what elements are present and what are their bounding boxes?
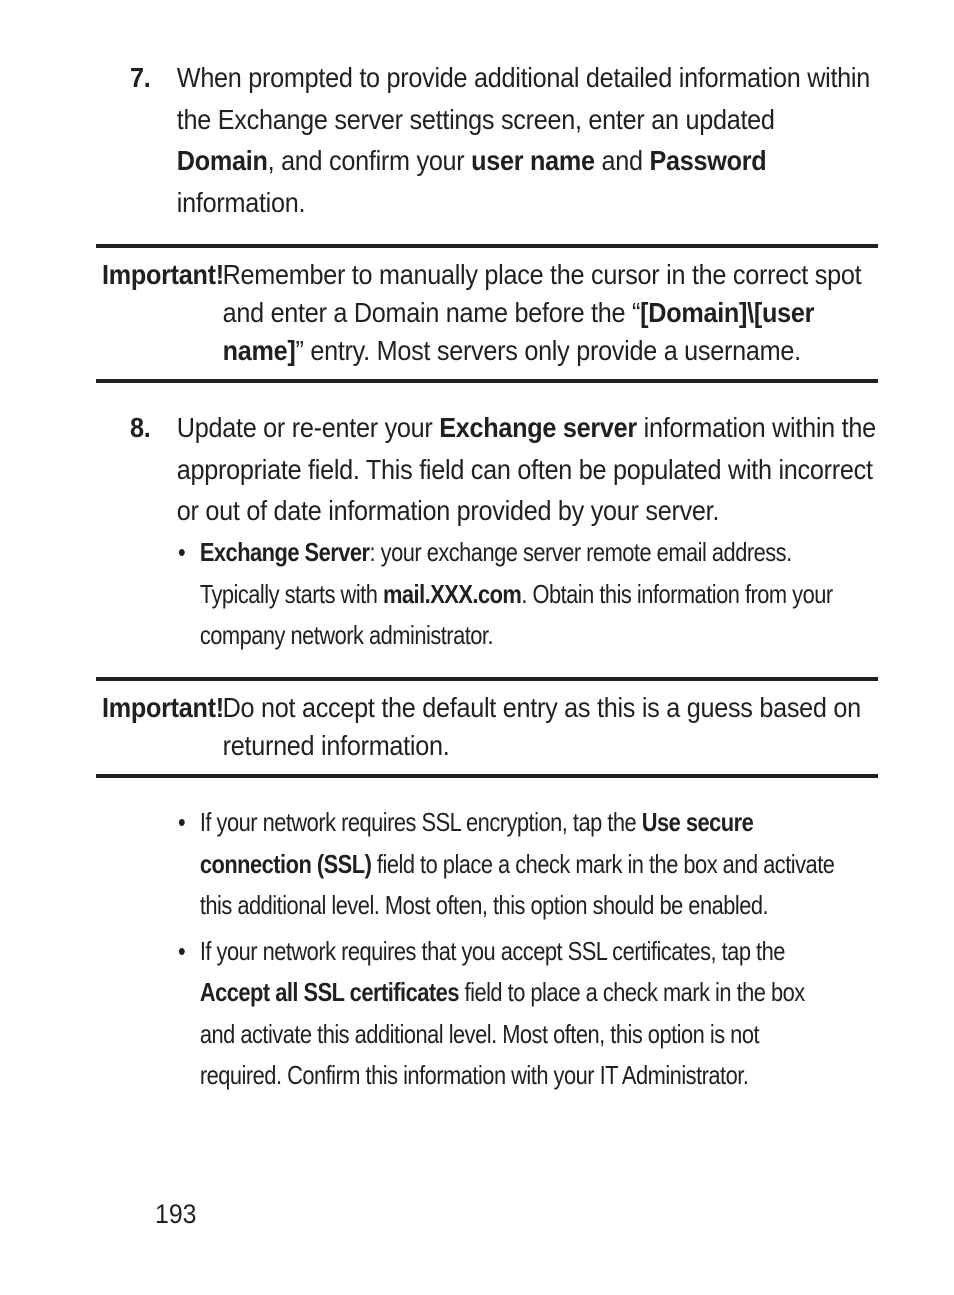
step-text	[177, 407, 879, 532]
step-8	[130, 407, 876, 532]
text-run: When prompted to provide additional detailed information within the Exchange server settings screen, enter an updated	[176, 62, 871, 135]
bullet-list-1	[178, 532, 842, 661]
list-item	[178, 532, 842, 657]
bullet-list-2	[178, 802, 842, 1101]
text-run: field to place a check mark in the box and activate this additional level. Most often, this option should be enabled.	[199, 848, 835, 920]
important-label: Important!	[102, 259, 224, 290]
bullet-dot: •	[178, 807, 186, 837]
bold-term-user-name: user name	[471, 145, 595, 176]
list-item	[178, 931, 842, 1097]
important-note-2	[102, 689, 876, 765]
important-text: Do not accept the default entry as this is a guess based on returned information.	[222, 692, 861, 761]
bold-term-mail-address: mail.XXX.com	[382, 578, 522, 609]
page-number: 193	[155, 1199, 197, 1229]
bold-term-password: Password	[649, 145, 767, 176]
text-run: If your network requires SSL encryption, tap the	[199, 807, 642, 837]
text-run: and	[594, 145, 650, 176]
important-label: Important!	[102, 692, 224, 723]
bold-term-exchange-server: Exchange server	[439, 412, 637, 443]
divider-rule	[96, 774, 878, 778]
text-run: information.	[176, 186, 306, 218]
bold-term-exchange-server: Exchange Server	[199, 537, 370, 567]
text-run: information within the appropriate field. This field can often be populated with incorrect or out of date information provided by your server.	[176, 412, 876, 526]
text-run: field to place a check mark in the box and activate this additional level. Most often, this option is not required. Confirm this information with your IT Administrator.	[199, 977, 805, 1090]
bullet-dot: •	[178, 935, 186, 966]
important-text	[223, 256, 876, 370]
bold-term-domain-user: [Domain]\[user name]	[222, 297, 815, 366]
step-text	[177, 57, 879, 223]
text-run: Remember to manually place the cursor in the correct spot and enter a Domain name before the “	[222, 259, 862, 328]
list-item	[178, 802, 842, 927]
important-note-1	[102, 256, 876, 370]
text-run: . Obtain this information from your company network administrator.	[199, 578, 833, 650]
divider-rule	[96, 244, 878, 248]
text-run: ” entry. Most servers only provide a username.	[295, 335, 801, 366]
step-number: 7.	[130, 62, 151, 93]
bullet-dot: •	[178, 537, 186, 567]
text-run: Update or re-enter your	[176, 412, 440, 443]
bold-term-accept-ssl-certificates: Accept all SSL certificates	[199, 977, 459, 1007]
step-number: 8.	[130, 412, 151, 443]
bold-term-domain: Domain	[176, 145, 268, 176]
divider-rule	[96, 677, 878, 681]
text-run: If your network requires that you accept SSL certificates, tap the	[199, 935, 785, 966]
divider-rule	[96, 379, 878, 383]
text-run: , and confirm your	[267, 145, 472, 176]
step-7	[130, 57, 871, 223]
text-run: : your exchange server remote email address. Typically starts with	[199, 537, 792, 609]
bold-term-use-secure-connection: Use secure connection (SSL)	[199, 807, 754, 879]
